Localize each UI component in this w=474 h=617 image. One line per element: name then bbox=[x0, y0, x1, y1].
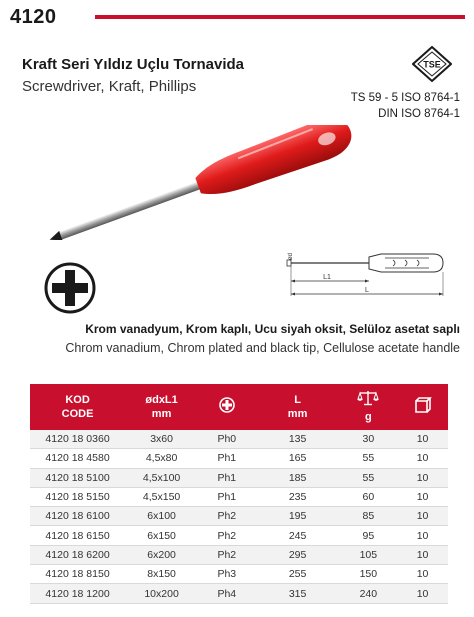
standard-din-iso: DIN ISO 8764-1 bbox=[378, 108, 460, 120]
cell-tip: Ph1 bbox=[198, 487, 256, 506]
cell-code: 4120 18 5150 bbox=[30, 487, 125, 506]
cell-tip: Ph4 bbox=[198, 584, 256, 603]
spec-table bbox=[30, 384, 448, 604]
cell-length: 295 bbox=[256, 545, 340, 564]
table-row bbox=[30, 468, 448, 487]
cell-tip: Ph1 bbox=[198, 449, 256, 468]
scale-icon bbox=[357, 390, 379, 406]
cell-dim: 6x200 bbox=[125, 545, 198, 564]
cell-tip: Ph3 bbox=[198, 565, 256, 584]
cell-code: 4120 18 6100 bbox=[30, 507, 125, 526]
table-row bbox=[30, 526, 448, 545]
cell-tip: Ph2 bbox=[198, 526, 256, 545]
cell-dim: 10x200 bbox=[125, 584, 198, 603]
cell-dim: 3x60 bbox=[125, 430, 198, 449]
cell-tip: Ph2 bbox=[198, 507, 256, 526]
cell-weight: 60 bbox=[340, 487, 398, 506]
standard-ts-iso: TS 59 - 5 ISO 8764-1 bbox=[350, 92, 460, 104]
table-row bbox=[30, 449, 448, 468]
cell-pack: 10 bbox=[397, 487, 448, 506]
cell-code: 4120 18 6200 bbox=[30, 545, 125, 564]
cell-weight: 105 bbox=[340, 545, 398, 564]
col-dim-header: ødxL1 mm bbox=[125, 384, 198, 430]
cell-pack: 10 bbox=[397, 584, 448, 603]
phillips-icon bbox=[219, 397, 235, 413]
dim-l1-label: L1 bbox=[323, 274, 331, 281]
product-title-tr: Kraft Seri Yıldız Uçlu Tornavida bbox=[22, 56, 244, 73]
tse-logo bbox=[412, 46, 452, 82]
cell-tip: Ph1 bbox=[198, 468, 256, 487]
cell-length: 235 bbox=[256, 487, 340, 506]
table-row bbox=[30, 545, 448, 564]
tse-logo-text: TSE bbox=[423, 59, 441, 70]
box-icon bbox=[414, 396, 432, 414]
table-row bbox=[30, 584, 448, 603]
cell-length: 185 bbox=[256, 468, 340, 487]
table-row bbox=[30, 565, 448, 584]
product-code: 4120 bbox=[10, 6, 57, 28]
table-header-row bbox=[30, 384, 448, 430]
cell-weight: 150 bbox=[340, 565, 398, 584]
col-weight-header: g bbox=[340, 384, 398, 430]
cell-dim: 6x150 bbox=[125, 526, 198, 545]
phillips-tip-icon bbox=[44, 262, 96, 314]
cell-length: 315 bbox=[256, 584, 340, 603]
cell-code: 4120 18 8150 bbox=[30, 565, 125, 584]
material-description-tr: Krom vanadyum, Krom kaplı, Ucu siyah oksit, Selüloz asetat saplı bbox=[85, 322, 460, 336]
cell-weight: 55 bbox=[340, 449, 398, 468]
cell-dim: 8x150 bbox=[125, 565, 198, 584]
cell-code: 4120 18 5100 bbox=[30, 468, 125, 487]
cell-length: 255 bbox=[256, 565, 340, 584]
cell-weight: 95 bbox=[340, 526, 398, 545]
col-length-header: L mm bbox=[256, 384, 340, 430]
dimension-drawing bbox=[283, 248, 461, 303]
cell-tip: Ph2 bbox=[198, 545, 256, 564]
dim-d-label: ød bbox=[288, 252, 294, 260]
table-row bbox=[30, 487, 448, 506]
cell-length: 245 bbox=[256, 526, 340, 545]
cell-pack: 10 bbox=[397, 468, 448, 487]
cell-dim: 4,5x150 bbox=[125, 487, 198, 506]
cell-code: 4120 18 4580 bbox=[30, 449, 125, 468]
cell-weight: 55 bbox=[340, 468, 398, 487]
cell-weight: 85 bbox=[340, 507, 398, 526]
cell-dim: 4,5x80 bbox=[125, 449, 198, 468]
cell-pack: 10 bbox=[397, 507, 448, 526]
cell-pack: 10 bbox=[397, 565, 448, 584]
table-row bbox=[30, 430, 448, 449]
cell-pack: 10 bbox=[397, 449, 448, 468]
col-pack-header bbox=[397, 384, 448, 430]
cell-dim: 4,5x100 bbox=[125, 468, 198, 487]
material-description-en: Chrom vanadium, Chrom plated and black tip, Cellulose acetate handle bbox=[65, 341, 460, 355]
dim-l-label: L bbox=[365, 287, 369, 294]
screwdriver-photo bbox=[30, 125, 370, 240]
cell-code: 4120 18 6150 bbox=[30, 526, 125, 545]
product-title-en: Screwdriver, Kraft, Phillips bbox=[22, 78, 197, 95]
cell-dim: 6x100 bbox=[125, 507, 198, 526]
cell-pack: 10 bbox=[397, 545, 448, 564]
cell-tip: Ph0 bbox=[198, 430, 256, 449]
col-tip-header bbox=[198, 384, 256, 430]
header-rule bbox=[95, 15, 465, 19]
cell-length: 135 bbox=[256, 430, 340, 449]
col-code-header: KOD CODE bbox=[30, 384, 125, 430]
cell-pack: 10 bbox=[397, 430, 448, 449]
cell-pack: 10 bbox=[397, 526, 448, 545]
table-row bbox=[30, 507, 448, 526]
cell-weight: 30 bbox=[340, 430, 398, 449]
cell-length: 195 bbox=[256, 507, 340, 526]
cell-length: 165 bbox=[256, 449, 340, 468]
cell-code: 4120 18 0360 bbox=[30, 430, 125, 449]
cell-weight: 240 bbox=[340, 584, 398, 603]
cell-code: 4120 18 1200 bbox=[30, 584, 125, 603]
